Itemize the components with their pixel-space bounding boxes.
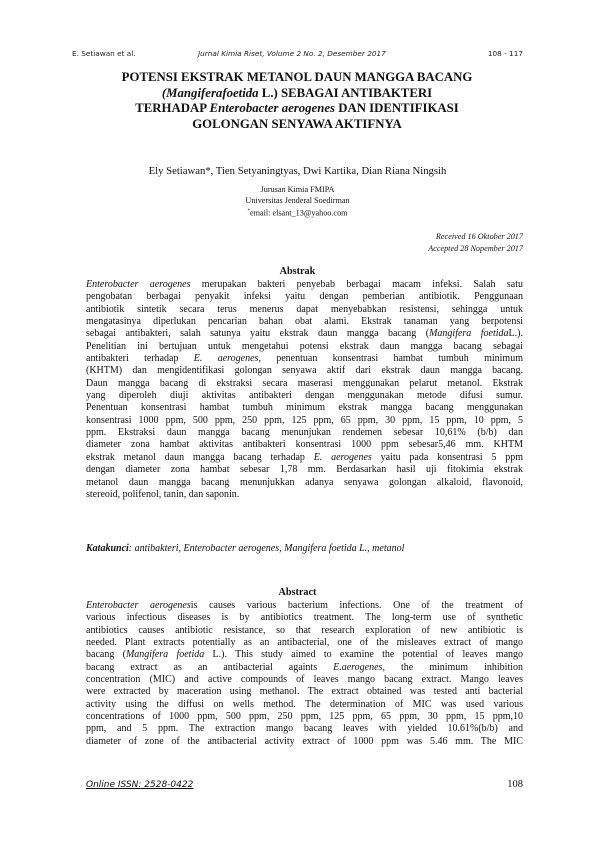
- abstract-line: various infectious diseases is by antibiotics treatment. The long-term use of synthetic: [86, 612, 523, 624]
- keywords: [86, 543, 404, 554]
- abstract-line: activity using the diffusi on wells method. The determination of MIC was used various: [86, 698, 523, 710]
- paper-title: [82, 70, 512, 132]
- keywords-label: Katakunci: [86, 543, 129, 554]
- abstract-line: concentration (MIC) and active compounds of leaves mango bacang extract. Mango leaves: [86, 674, 523, 686]
- abstrak-line: mengatasinya diperlukan pencarian bahan obat alami. Ekstrak tanaman yang berpotensi: [86, 316, 523, 328]
- title-line-3: TERHADAP Enterobacter aerogenes DAN IDENTIFIKASI: [135, 101, 459, 116]
- header-journal: Jurnal Kimia Riset, Volume 2 No. 2, Desember 2017: [198, 49, 386, 58]
- abstrak-line: (KHTM) dan mengidentifikasi golongan senyawa aktif dari ekstrak daun mangga bacang.: [86, 365, 523, 377]
- abstrak-line: konsentrasi 1000 ppm, 500 ppm, 250 ppm, 125 ppm, 65 ppm, 30 ppm, 15 ppm, 10 ppm, 5: [86, 414, 523, 426]
- abstract-line: bacang (Mangifera foetida L.). This study aimed to examine the potential of leaves mango: [86, 649, 523, 661]
- abstract-heading: Abstract: [278, 587, 317, 598]
- abstrak-line: Enterobacter aerogenes merupakan bakteri penyebab berbagai macam infeksi. Salah satu: [86, 279, 523, 290]
- header-pages: 108 - 117: [487, 49, 523, 58]
- abstract-line: diameter of zone of the antibacterial activity extract of 1000 ppm was 5.46 mm. The MIC: [86, 735, 523, 747]
- abstrak-line: Penentuan konsentrasi hambat tumbuh minimum ekstrak mangga bacang menggunakan: [86, 402, 523, 414]
- abstrak-line: Daun mangga bacang di ekstraksi secara maserasi menggunakan pelarut metanol. Ekstrak: [86, 377, 523, 389]
- abstrak-line: stereoid, polifenol, tanin, dan saponin.: [86, 488, 240, 500]
- abstrak-line: sebagai antibakteri, salah satunya yaitu ekstrak daun mangga bacang (Mangifera foetidaL.).: [86, 328, 523, 340]
- page-number: 108: [507, 779, 523, 790]
- received-date: Received 16 Oktober 2017: [435, 232, 523, 241]
- abstrak-line: dengan diameter zona hambat sebesar 1,78 mm. Berdasarkan hasil uji fitokimia ekstrak: [86, 464, 523, 476]
- affiliation-email: *email: elsant_13@yahoo.com: [247, 208, 348, 218]
- affiliation-dept: Jurusan Kimia FMIPA: [260, 185, 335, 194]
- abstract-body: [86, 600, 523, 748]
- abstrak-line: antibakteri terhadap E. aerogenes, penentuan konsentrasi hambat tumbuh minimum: [86, 353, 523, 365]
- abstrak-heading: Abstrak: [279, 266, 316, 277]
- title-line-1: POTENSI EKSTRAK METANOL DAUN MANGGA BACANG: [121, 70, 473, 84]
- title-line-4: GOLONGAN SENYAWA AKTIFNYA: [192, 116, 402, 131]
- abstract-line: needed. Plant extracts potentially as an antibacterial, one of the misleaves extract of mango: [86, 637, 523, 649]
- author-list: Ely Setiawan*, Tien Setyaningtyas, Dwi Kartika, Dian Riana Ningsih: [148, 165, 447, 177]
- abstrak-line: metanol daun mangga bacang menunjukkan adanya senyawa golongan alkaloid, flavonoid,: [86, 476, 523, 488]
- abstrak-line: pengobatan berbagai penyakit infeksi yaitu dengan pemberian antibiotik. Penggunaan: [86, 291, 523, 303]
- issn-link[interactable]: Online ISSN: 2528-0422: [86, 780, 194, 790]
- abstrak-line: Penelitian ini bertujuan untuk mengetahui potensi ekstrak daun mangga bacang sebagai: [86, 340, 523, 352]
- title-line-2: (Mangiferafoetida L.) SEBAGAI ANTIBAKTERI: [161, 85, 433, 100]
- abstract-line: bacang extract as an antibacterial againts E.aerogenes, the minimum inhibition: [86, 661, 523, 673]
- abstract-line: ppm, and 5 ppm. The extraction mango bacang leaves with yielded 10.61%(b/b) and: [86, 723, 523, 735]
- abstrak-line: diameter zona hambat aktivitas antibakteri konsentrasi 1000 ppm sebesar5,46 mm. KHTM: [86, 439, 523, 451]
- abstrak-line: ppm. Ekstraksi daun mangga bacang menunjukan rendemen sebesar 10,61% (b/b) dan: [86, 427, 523, 439]
- abstract-line: antibiotics causes antibiotic resistance, so that research exploration of new antibiotic is: [86, 624, 523, 636]
- abstract-line: concentrations of 1000 ppm, 500 ppm, 250 ppm, 125 ppm, 65 ppm, 30 ppm, 15 ppm,10: [86, 711, 523, 723]
- abstrak-line: ekstrak metanol daun mangga bacang terhadap E. aerogenes yaitu pada konsentrasi 5 ppm: [86, 451, 523, 463]
- header-author: E. Setiawan et al.: [72, 49, 136, 58]
- abstrak-body: [86, 279, 523, 501]
- affiliation: [72, 184, 523, 219]
- abstrak-line: antibiotik sintetik secara terus menerus dapat menyebabkan resistensi, sehingga untuk: [86, 303, 523, 315]
- accepted-date: Accepted 28 Nopember 2017: [428, 244, 523, 253]
- article-dates: [428, 231, 523, 255]
- affiliation-univ: Universitas Jenderal Soedirman: [245, 196, 350, 205]
- abstrak-line: yang diperoleh diuji aktivitas antibakteri dengan menggunakan metode difusi sumur.: [86, 390, 523, 402]
- abstract-line: were extracted by maceration using methanol. The extract obtained was tested anti bacterial: [86, 686, 523, 698]
- abstract-line: Enterobacter aerogenesis causes various bacterium infections. One of the treatment of: [86, 600, 523, 611]
- keywords-text: : antibakteri, Enterobacter aerogenes, Mangifera foetida L., metanol: [128, 543, 405, 554]
